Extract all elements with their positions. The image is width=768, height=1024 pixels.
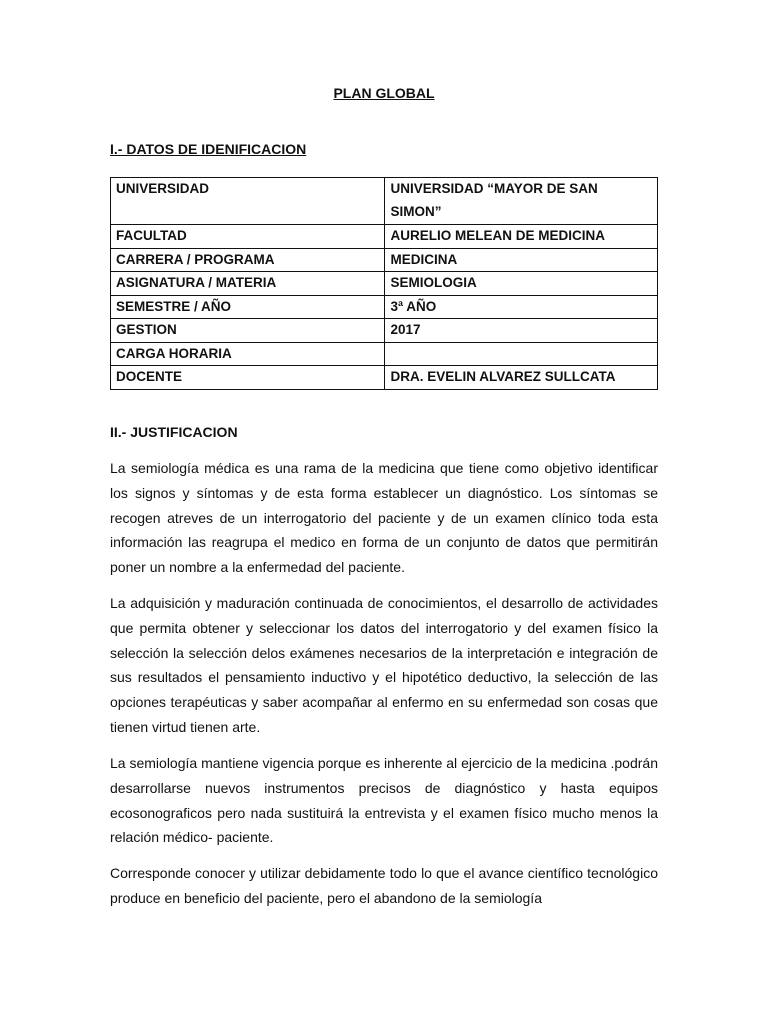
body-paragraph: La semiología mantiene vigencia porque es inherente al ejercicio de la medicina .podrán desarrollarse nuevos instrumentos precisos de diagnóstico y hasta equipos ecosonograficos pero nada sustituirá la entrevista y el examen físico mucho menos la relación médico- paciente.	[110, 755, 658, 846]
table-label-cell: UNIVERSIDAD	[111, 178, 385, 225]
table-value-cell: SEMIOLOGIA	[385, 272, 658, 296]
table-value-cell	[385, 342, 658, 366]
table-row	[111, 342, 658, 366]
table-value-cell: 2017	[385, 319, 658, 343]
table-row	[111, 295, 658, 319]
table-label-cell: GESTION	[111, 319, 385, 343]
table-row	[111, 225, 658, 249]
identification-table	[110, 177, 658, 390]
table-label-cell: ASIGNATURA / MATERIA	[111, 272, 385, 296]
table-label-cell: DOCENTE	[111, 366, 385, 390]
body-paragraph: La semiología médica es una rama de la medicina que tiene como objetivo identificar los signos y síntomas y de esta forma establecer un diagnóstico. Los síntomas se recogen atreves de un interrogatorio del paciente y de un examen clínico toda esta información las reagrupa el medico en forma de un conjunto de datos que permitirán poner un nombre a la enfermedad del paciente.	[110, 460, 658, 576]
body-paragraph: La adquisición y maduración continuada de conocimientos, el desarrollo de actividades que permita obtener y seleccionar los datos del interrogatorio y del examen físico la selección la selección delos exámenes necesarios de la interpretación e integración de sus resultados el pensamiento inductivo y el hipotético deductivo, la selección de las opciones terapéuticas y saber acompañar al enfermo en su enfermedad son cosas que tienen virtud tienen arte.	[110, 595, 658, 735]
table-label-cell: CARGA HORARIA	[111, 342, 385, 366]
body-paragraph: Corresponde conocer y utilizar debidamente todo lo que el avance científico tecnológico produce en beneficio del paciente, pero el abandono de la semiología	[110, 865, 658, 906]
table-row	[111, 319, 658, 343]
table-value-cell: 3ª AÑO	[385, 295, 658, 319]
table-label-cell: SEMESTRE / AÑO	[111, 295, 385, 319]
section-heading-identification: I.- DATOS DE IDENIFICACION	[110, 141, 307, 157]
section-heading-justification: II.- JUSTIFICACION	[110, 424, 238, 440]
document-title: PLAN GLOBAL	[333, 85, 435, 101]
table-row	[111, 248, 658, 272]
table-row	[111, 272, 658, 296]
table-value-cell: DRA. EVELIN ALVAREZ SULLCATA	[385, 366, 658, 390]
table-label-cell: FACULTAD	[111, 225, 385, 249]
table-row	[111, 178, 658, 225]
table-value-cell: AURELIO MELEAN DE MEDICINA	[385, 225, 658, 249]
table-value-cell: UNIVERSIDAD “MAYOR DE SAN SIMON”	[385, 178, 658, 225]
table-row	[111, 366, 658, 390]
table-value-cell: MEDICINA	[385, 248, 658, 272]
table-label-cell: CARRERA / PROGRAMA	[111, 248, 385, 272]
